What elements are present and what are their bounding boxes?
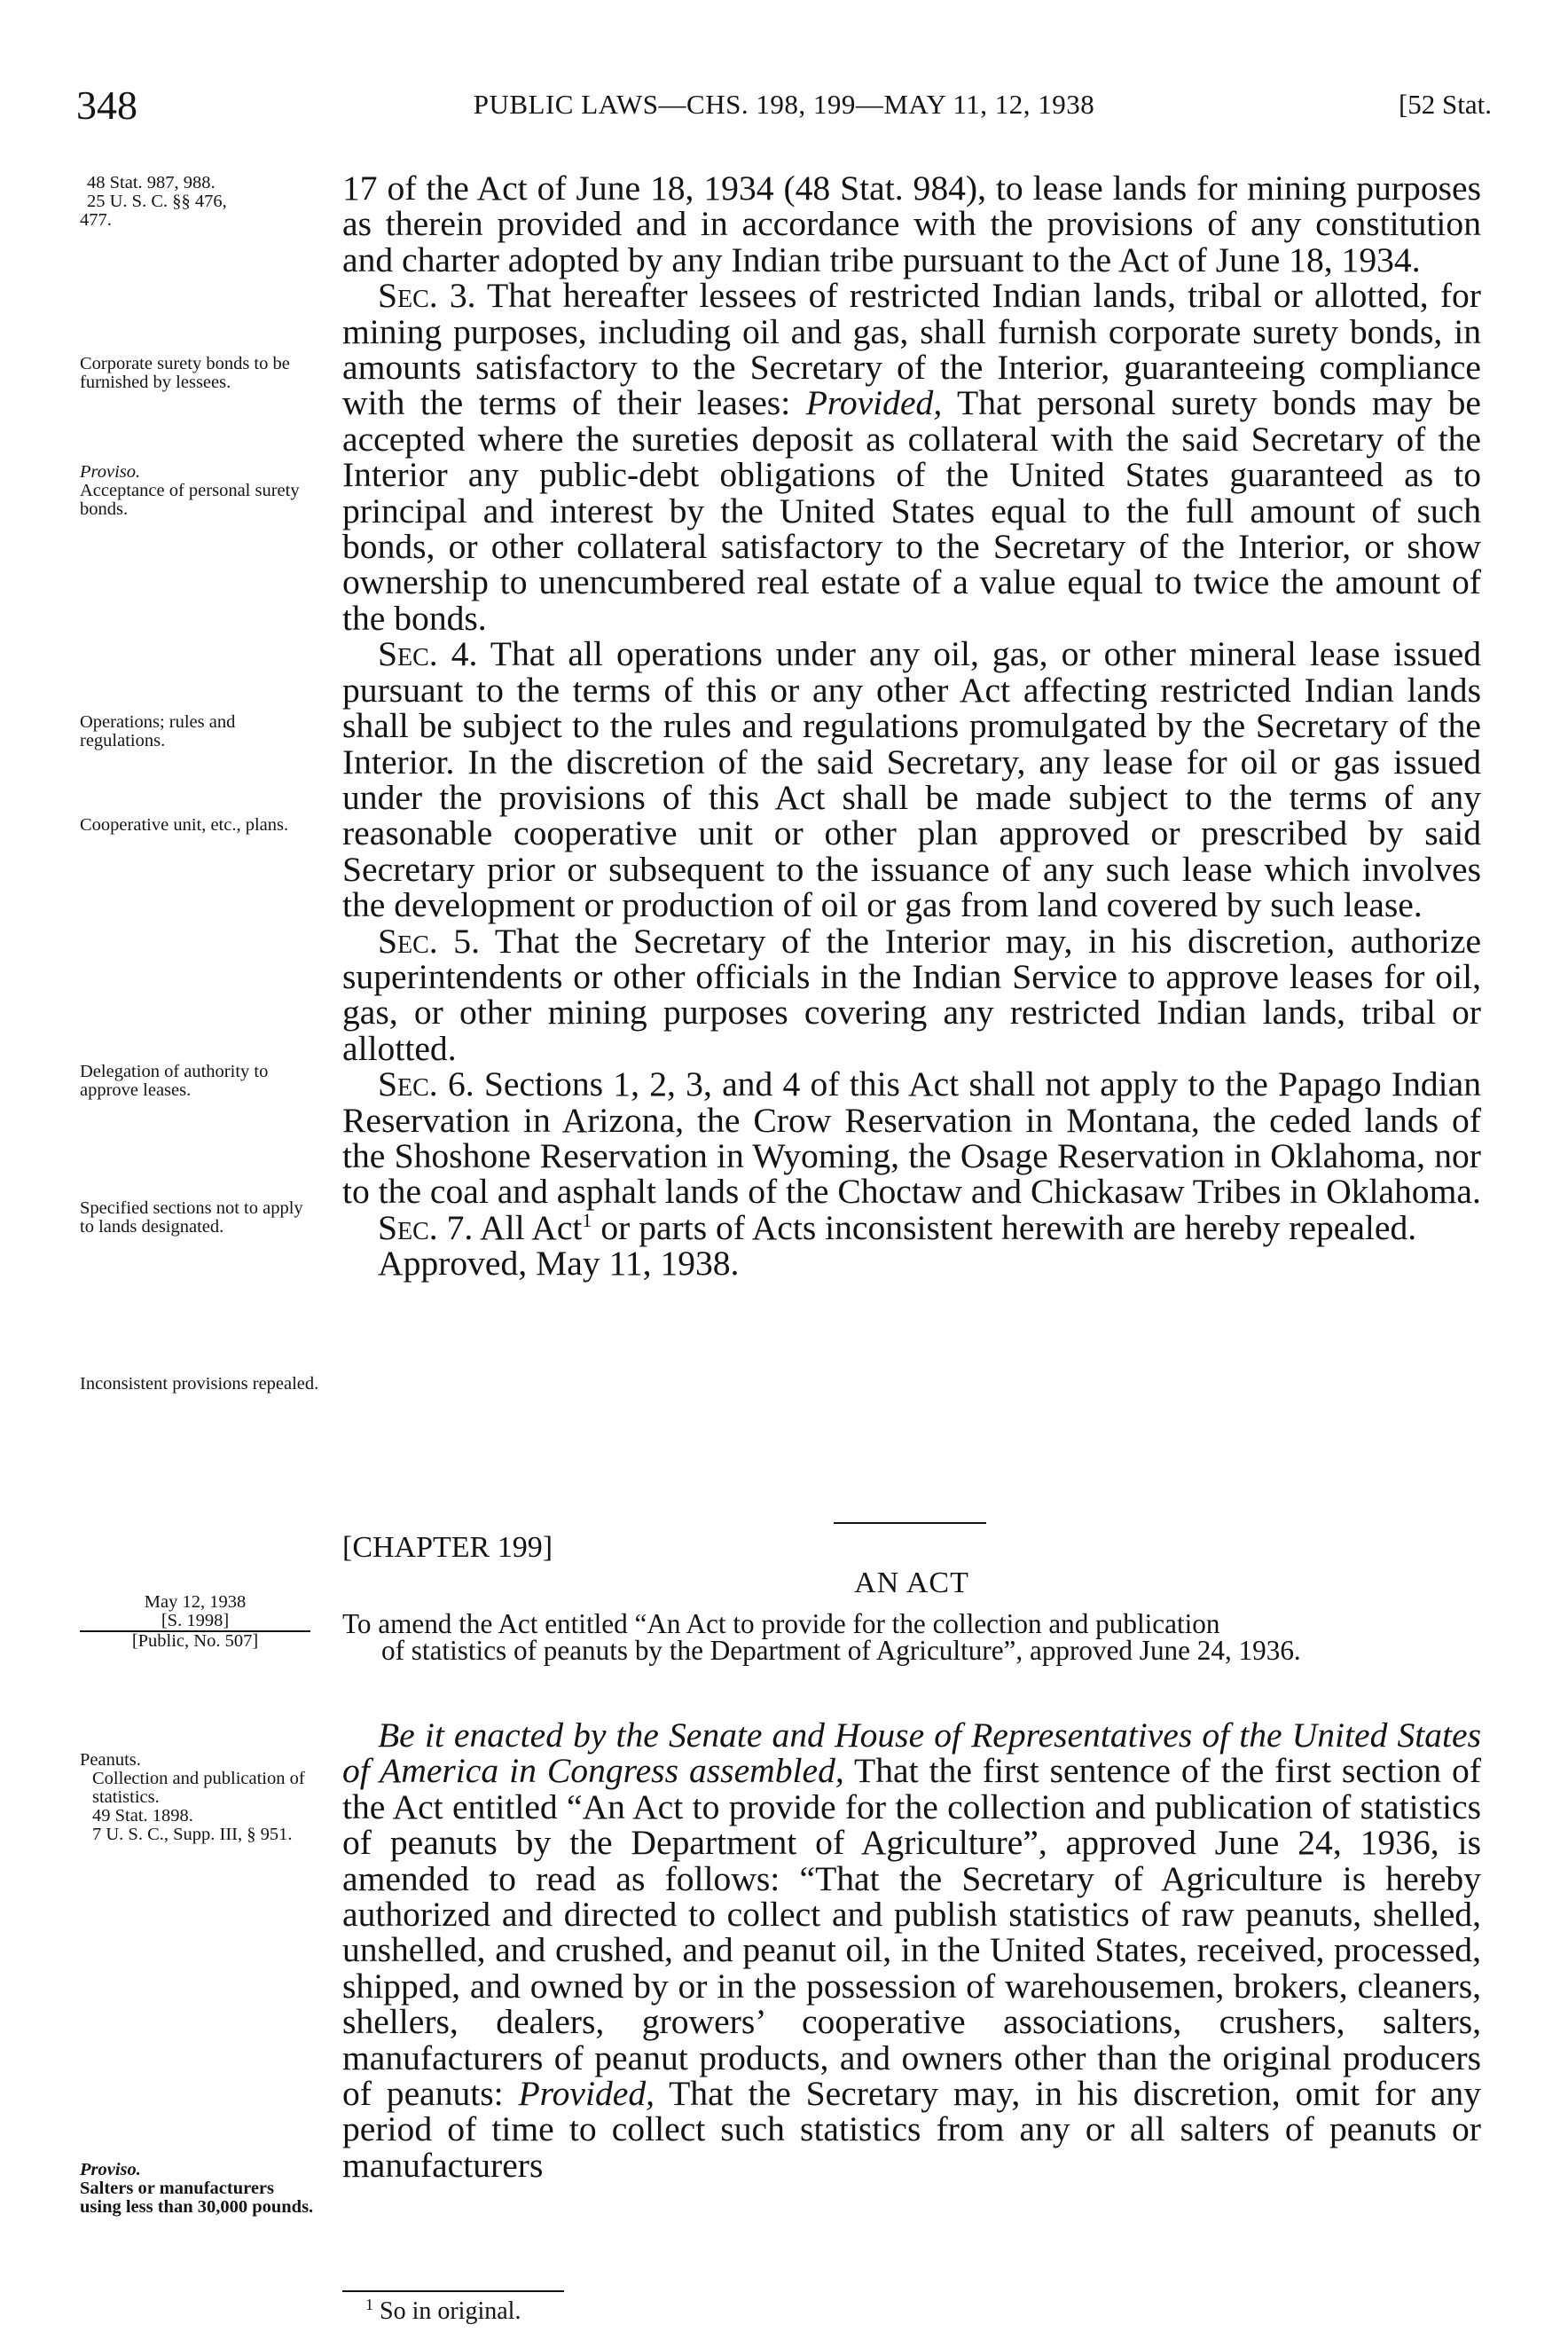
- margin-note-inconsistent: Inconsistent provisions repealed.: [80, 1374, 319, 1394]
- margin-note-proviso-2: [80, 2161, 319, 2217]
- sec-3-label: Sec. 3.: [378, 276, 476, 316]
- footnote-rule: [342, 2290, 564, 2292]
- footnote-reference: 1: [582, 1208, 592, 1231]
- proviso-personal-surety: Acceptance of personal surety bonds.: [80, 481, 300, 519]
- sec-7-label: Sec. 7.: [378, 1207, 474, 1247]
- approved-line: Approved, May 11, 1938.: [378, 1244, 740, 1284]
- chapter-199-provided: Provided,: [518, 2074, 655, 2114]
- act-title: [342, 1608, 1481, 1666]
- section-6: Sec. 6. Sections 1, 2, 3, and 4 of this Act shall not apply to the Papago Indian Reservation in Arizona, the Crow Reservation in Montana, the ceded lands of the Shoshone Reservation in Wyoming, the Osage Reservation in Oklahoma, nor to the coal and asphalt lands of the Choctaw and Chickasaw Tribes in Oklahoma.: [342, 1064, 1481, 1212]
- margin-note-cooperative: Cooperative unit, etc., plans.: [80, 815, 289, 835]
- sec-6-label: Sec. 6.: [378, 1064, 474, 1104]
- volume-reference: [52 Stat.: [1398, 89, 1492, 120]
- section-3: Sec. 3. That hereafter lessees of restricted Indian lands, tribal or allotted, for mining purposes, including oil and gas, shall furnish corporate surety bonds, in amounts satisfactory to the Secretary of the Interior, guaranteeing compliance with the terms of their leases: Provided, That personal surety bonds may be accepted where the sureties deposit as collateral with the said Secretary of the Interior any public-debt obligations of the United States guaranteed as to principal and interest by the United States equal to the full amount of such bonds, or other collateral satisfactory to the Secretary of the Interior, or show ownership to unencumbered real estate of a value equal to twice the amount of the bonds.: [342, 276, 1481, 638]
- enacting-clause: Be it enacted by the Senate and House of Representatives of the United States of America in Congress assembled,: [342, 1716, 1481, 1791]
- stat-reference: 49 Stat. 1898.: [92, 1806, 193, 1826]
- margin-note-operations: Operations; rules and regulations.: [80, 712, 236, 750]
- margin-note-specified: Specified sections not to apply to lands designated.: [80, 1198, 303, 1237]
- act-title-rest: of statistics of peanuts by the Department of Agriculture”, approved June 24, 1936.: [381, 1635, 1301, 1666]
- sec-5-label: Sec. 5.: [378, 921, 480, 961]
- citation-line-3: 477.: [80, 210, 112, 230]
- paragraph-continuation: 17 of the Act of June 18, 1934 (48 Stat. 984), to lease lands for mining purposes as therein provided and in accordance with the provisions of any constitution and charter adopted by any Indian tribe pursuant to the Act of June 18, 1934.: [342, 169, 1481, 279]
- page-number: 348: [76, 82, 137, 128]
- chapter-199-text: [342, 1717, 1481, 2183]
- margin-bill-info: [80, 1593, 310, 1651]
- margin-note-delegation: Delegation of authority to approve leases.: [80, 1062, 269, 1100]
- margin-citation: [80, 174, 319, 230]
- usc-reference: 7 U. S. C., Supp. III, § 951.: [92, 1825, 293, 1844]
- margin-note-peanuts: [80, 1751, 319, 1844]
- act-title-line-1: To amend the Act entitled “An Act to provide for the collection and publication: [342, 1608, 1220, 1639]
- collection-label: Collection and publication of statistics.: [92, 1769, 305, 1807]
- footnote-mark: 1: [365, 2296, 373, 2313]
- margin-note-proviso: [80, 463, 319, 519]
- margin-note-surety: Corporate surety bonds to be furnished by lessees.: [80, 354, 290, 392]
- citation-line-2: 25 U. S. C. §§ 476,: [87, 192, 227, 211]
- running-head: PUBLIC LAWS—CHS. 198, 199—MAY 11, 12, 1938: [473, 89, 1095, 120]
- bill-number: [S. 1998]: [80, 1612, 310, 1632]
- proviso-2-label: Proviso.: [80, 2160, 141, 2179]
- act-heading: AN ACT: [854, 1567, 969, 1599]
- running-header: [76, 82, 1492, 135]
- footnote: [365, 2297, 521, 2326]
- peanuts-label: Peanuts.: [80, 1750, 141, 1770]
- salters-note: Salters or manufacturers using less than 30,000 pounds.: [80, 2179, 314, 2217]
- footnote-text: So in original.: [380, 2297, 521, 2325]
- public-law-number: [Public, No. 507]: [131, 1631, 259, 1651]
- enacting-paragraph: Be it enacted by the Senate and House of Representatives of the United States of America in Congress assembled, That the first sentence of the first section of the Act entitled “An Act to provide for the collection and publication of statistics of peanuts by the Department of Agriculture”, approved June 24, 1936, is amended to read as follows: “That the Secretary of Agriculture is hereby authorized and directed to collect and publish statistics of raw peanuts, shelled, unshelled, and crushed, and peanut oil, in the United States, received, processed, shipped, and owned by or in the possession of warehousemen, brokers, cleaners, shellers, dealers, growers’ cooperative associations, crushers, salters, manufacturers of peanut products, and owners other than the original producers of peanuts: Provided, That the Secretary may, in his discretion, omit for any period of time to collect such statistics from any or all salters of peanuts or manufacturers: [342, 1716, 1481, 2185]
- section-4: Sec. 4. That all operations under any oil, gas, or other mineral lease issued pursuant to the terms of this or any other Act affecting restricted Indian lands shall be subject to the rules and regulations promulgated by the Secretary of the Interior. In the discretion of the said Secretary, any lease for oil or gas issued under the provisions of this Act shall be made subject to the terms of any reasonable cooperative unit or other plan approved or prescribed by said Secretary prior or subsequent to the issuance of any such lease which involves the development or production of oil or gas from land covered by such lease.: [342, 634, 1482, 925]
- sec-4-label: Sec. 4.: [378, 634, 478, 674]
- main-text: [342, 170, 1481, 1282]
- chapter-divider-rule: [834, 1522, 986, 1524]
- citation-line-1: 48 Stat. 987, 988.: [87, 173, 216, 192]
- chapter-label: [CHAPTER 199]: [342, 1531, 553, 1564]
- proviso-label: Proviso.: [80, 462, 141, 482]
- sec-3-provided: Provided,: [805, 383, 943, 423]
- section-7: Sec. 7. All Act$^1$ or parts of Acts inconsistent herewith are hereby repealed.: [378, 1207, 1417, 1247]
- section-5: Sec. 5. That the Secretary of the Interior may, in his discretion, authorize superintendents or other officials in the Indian Service to approve leases for oil, gas, or other mining purposes covering any restricted Indian lands, tribal or allotted.: [342, 921, 1482, 1068]
- bill-date: May 12, 1938: [144, 1592, 247, 1612]
